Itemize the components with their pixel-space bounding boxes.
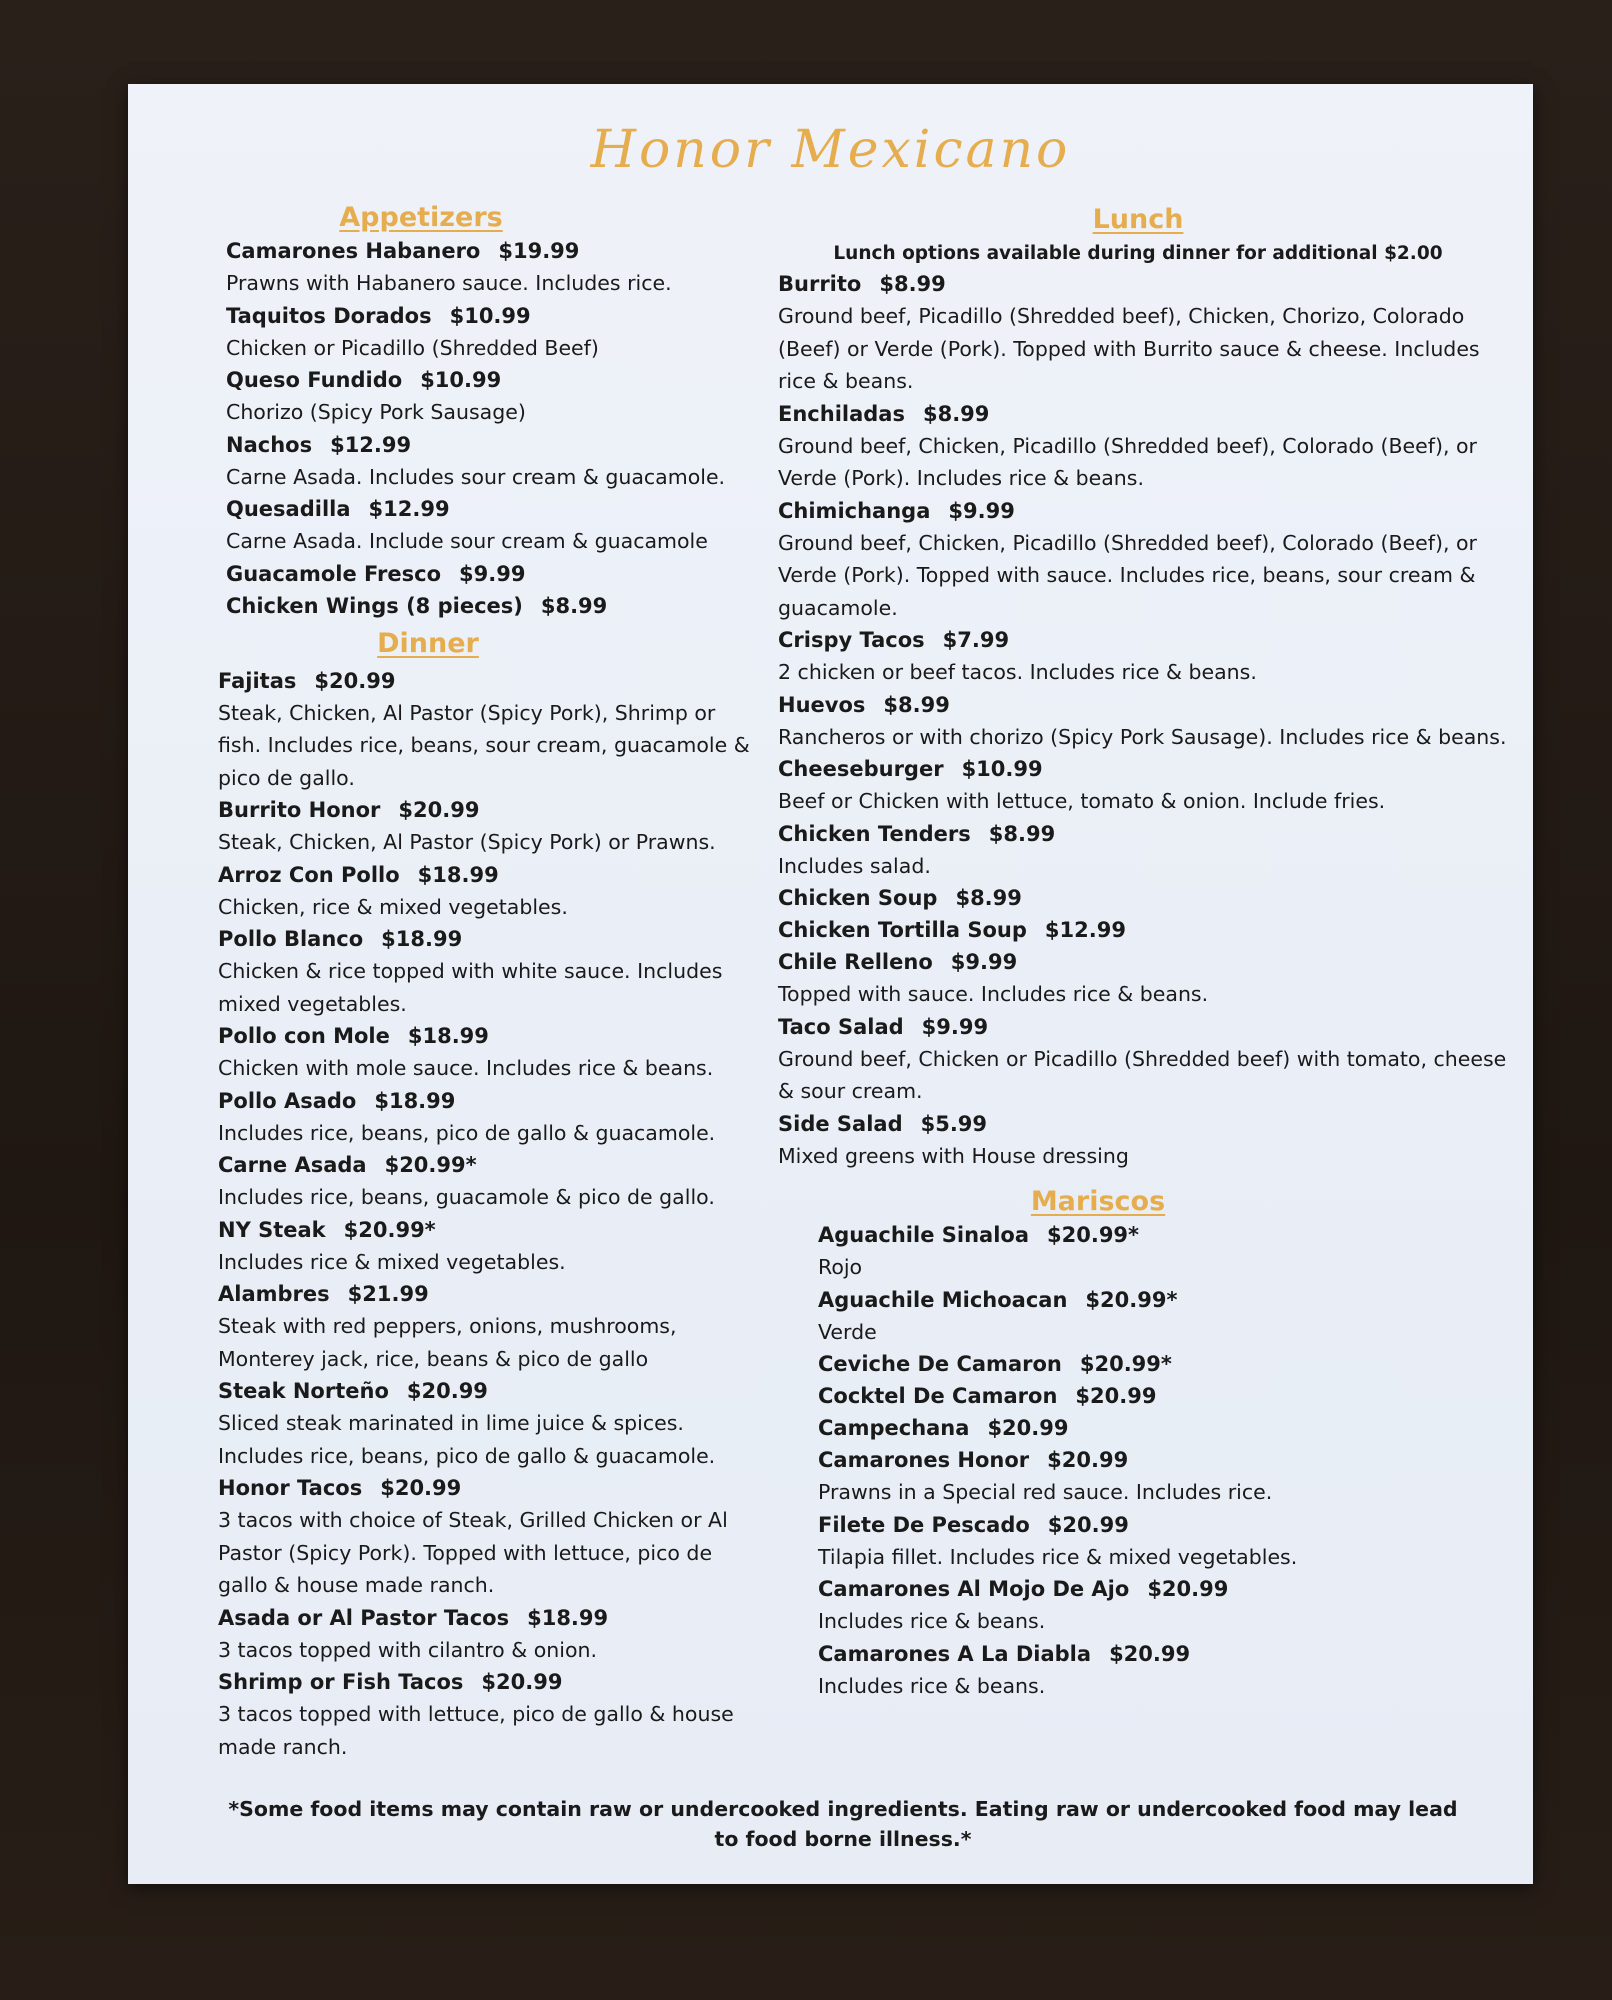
menu-item-name: Chicken Tenders	[778, 821, 971, 846]
menu-item-heading	[818, 1638, 1518, 1670]
menu-item-description: Chorizo (Spicy Pork Sausage)	[226, 400, 526, 424]
menu-item-name: Cocktel De Camaron	[818, 1384, 1058, 1408]
menu-item-name: Huevos	[778, 692, 866, 717]
menu-item-price: $9.99	[950, 950, 1018, 974]
menu-item	[218, 665, 758, 795]
menu-item-description: Chicken & rice topped with white sauce. Includes mixed vegetables.	[218, 959, 723, 1016]
menu-item-price: $20.99*	[343, 1217, 436, 1242]
menu-item	[218, 1666, 758, 1763]
menu-item-heading	[778, 1108, 1518, 1140]
menu-item-price: $18.99	[417, 862, 499, 887]
menu-item-heading	[218, 1472, 758, 1504]
menu-item-heading	[818, 1412, 1518, 1444]
menu-item-description: Steak, Chicken, Al Pastor (Spicy Pork) or Prawns.	[218, 830, 716, 854]
menu-item	[218, 794, 758, 859]
menu-item-price: $10.99	[961, 757, 1043, 781]
menu-item-description: 2 chicken or beef tacos. Includes rice & beans.	[778, 660, 1257, 684]
menu-item-heading	[778, 946, 1518, 978]
menu-item-price: $20.99*	[1079, 1352, 1172, 1376]
menu-item-description: Ground beef, Chicken, Picadillo (Shredded beef), Colorado (Beef), or Verde (Pork). Includes rice & beans.	[778, 433, 1477, 490]
menu-item-price: $18.99	[527, 1605, 609, 1630]
menu-item-heading	[226, 590, 758, 622]
menu-item-description: Ground beef, Chicken, Picadillo (Shredded beef), Colorado (Beef), or Verde (Pork). Topped with sauce. Includes rice, beans, sour cream & guacamole.	[778, 530, 1477, 620]
menu-item-name: Filete De Pescado	[818, 1512, 1030, 1537]
menu-item-heading	[218, 1214, 758, 1246]
menu-item	[226, 429, 758, 494]
menu-item-name: Camarones A La Diabla	[818, 1641, 1092, 1666]
menu-item-description: Chicken with mole sauce. Includes rice & beans.	[218, 1056, 714, 1080]
menu-item-name: Pollo Asado	[218, 1088, 357, 1113]
menu-item-price: $5.99	[920, 1111, 988, 1136]
menu-item-name: Guacamole Fresco	[226, 561, 442, 586]
menu-item-name: Arroz Con Pollo	[218, 862, 400, 887]
menu-item-price: $10.99	[420, 368, 502, 392]
restaurant-title: Honor Mexicano	[590, 120, 1071, 180]
menu-item-heading	[778, 689, 1518, 721]
menu-item-name: NY Steak	[218, 1217, 326, 1242]
menu-item-price: $20.99	[406, 1379, 488, 1403]
mariscos-heading: Mariscos	[1030, 1186, 1166, 1217]
menu-item-price: $8.99	[879, 272, 946, 296]
menu-item-name: Quesadilla	[226, 497, 351, 521]
right-column	[778, 204, 1518, 1702]
menu-item-heading	[818, 1219, 1518, 1251]
mariscos-list	[818, 1219, 1518, 1702]
menu-item-name: Nachos	[226, 432, 313, 457]
menu-item-heading	[778, 624, 1518, 656]
menu-item-heading	[818, 1348, 1518, 1380]
menu-item-name: Chicken Tortilla Soup	[778, 918, 1027, 942]
menu-item	[818, 1573, 1518, 1638]
menu-item-description: Chicken or Picadillo (Shredded Beef)	[226, 335, 599, 360]
menu-item-description: Topped with sauce. Includes rice & beans.	[778, 982, 1209, 1006]
menu-item-heading	[218, 665, 758, 697]
menu-item	[778, 689, 1518, 754]
menu-item-name: Taco Salad	[778, 1014, 904, 1039]
menu-item	[218, 1085, 758, 1150]
menu-item-heading	[218, 1375, 758, 1407]
menu-item	[218, 1214, 758, 1279]
menu-item-price: $19.99	[498, 239, 580, 263]
menu-item-name: Chicken Wings (8 pieces)	[226, 593, 523, 618]
menu-item	[818, 1412, 1518, 1444]
menu-item-price: $8.99	[883, 692, 950, 717]
menu-item-heading	[778, 398, 1518, 430]
lunch-list	[778, 268, 1518, 1172]
mariscos-section	[778, 1186, 1518, 1702]
menu-item-heading	[218, 1278, 758, 1310]
menu-item-description: Beef or Chicken with lettuce, tomato & onion. Include fries.	[778, 789, 1386, 813]
menu-item-name: Fajitas	[218, 668, 297, 693]
menu-item-heading	[818, 1509, 1518, 1541]
menu-item-price: $8.99	[540, 593, 608, 618]
menu-item-heading	[778, 268, 1518, 300]
menu-item-heading	[218, 1085, 758, 1117]
menu-item-description: Ground beef, Chicken or Picadillo (Shredded beef) with tomato, cheese & sour cream.	[778, 1046, 1507, 1103]
menu-item-description: 3 tacos topped with lettuce, pico de gallo & house made ranch.	[218, 1702, 734, 1759]
menu-item-name: Side Salad	[778, 1111, 903, 1136]
menu-item-description: Steak with red peppers, onions, mushrooms, Monterey jack, rice, beans & pico de gallo	[218, 1314, 677, 1371]
menu-item-description: Includes salad.	[778, 853, 931, 878]
menu-item-name: Campechana	[818, 1416, 970, 1440]
menu-item	[218, 1602, 758, 1667]
menu-item	[226, 493, 758, 558]
menu-item-description: Rancheros or with chorizo (Spicy Pork Sausage). Includes rice & beans.	[778, 724, 1507, 749]
menu-item-name: Burrito	[778, 272, 862, 296]
menu-item	[218, 1020, 758, 1085]
menu-item-heading	[218, 1602, 758, 1634]
menu-item-price: $20.99	[481, 1670, 563, 1694]
menu-item-name: Taquitos Dorados	[226, 303, 432, 328]
menu-item-description: Includes rice & beans.	[818, 1673, 1046, 1698]
menu-item-description: Tilapia fillet. Includes rice & mixed vegetables.	[818, 1544, 1298, 1569]
menu-item-price: $20.99*	[1085, 1287, 1178, 1312]
menu-item-price: $9.99	[459, 561, 526, 586]
menu-item-price: $20.99	[1075, 1384, 1157, 1408]
menu-item	[218, 1149, 758, 1214]
menu-item	[818, 1219, 1518, 1284]
menu-item	[818, 1638, 1518, 1703]
menu-item-heading	[218, 1149, 758, 1181]
menu-item	[226, 300, 758, 365]
menu-item-name: Chile Relleno	[778, 950, 933, 974]
menu-item-description: Sliced steak marinated in lime juice & spices. Includes rice, beans, pico de gallo & guacamole.	[218, 1411, 716, 1468]
menu-item-price: $20.99*	[1047, 1223, 1140, 1247]
menu-item-heading	[218, 1666, 758, 1698]
menu-item-description: Ground beef, Picadillo (Shredded beef), Chicken, Chorizo, Colorado (Beef) or Verde (Pork). Topped with Burrito sauce & cheese. Includes rice & beans.	[778, 304, 1480, 393]
menu-item-description: Prawns in a Special red sauce. Includes rice.	[818, 1480, 1273, 1504]
menu-item	[778, 1011, 1518, 1108]
menu-item-heading	[218, 1020, 758, 1052]
menu-item	[778, 914, 1518, 946]
menu-item-name: Chimichanga	[778, 498, 931, 523]
menu-item-description: Includes rice & mixed vegetables.	[218, 1249, 566, 1274]
menu-item-price: $20.99	[1109, 1641, 1191, 1666]
menu-item-heading	[778, 753, 1518, 785]
menu-item-price: $9.99	[921, 1014, 989, 1039]
menu-item	[778, 624, 1518, 689]
menu-item-price: $12.99	[330, 432, 412, 457]
menu-item	[218, 859, 758, 924]
menu-item	[778, 818, 1518, 883]
menu-item-price: $12.99	[1044, 918, 1126, 942]
menu-item-description: Mixed greens with House dressing	[778, 1143, 1129, 1168]
menu-item-name: Crispy Tacos	[778, 628, 925, 652]
menu-item-price: $20.99	[1047, 1512, 1129, 1537]
menu-item	[818, 1348, 1518, 1380]
menu-item	[778, 882, 1518, 914]
menu-item-name: Asada or Al Pastor Tacos	[218, 1605, 510, 1630]
menu-item-price: $20.99	[314, 668, 396, 693]
menu-item	[778, 753, 1518, 818]
menu-item	[226, 590, 758, 622]
dinner-section	[218, 628, 758, 1764]
menu-item	[818, 1509, 1518, 1574]
menu-item-name: Pollo Blanco	[218, 927, 364, 951]
appetizers-section	[218, 202, 758, 622]
menu-item-name: Camarones Honor	[818, 1448, 1030, 1472]
menu-item-name: Honor Tacos	[218, 1476, 363, 1500]
menu-item	[818, 1380, 1518, 1412]
menu-item-description: Includes rice, beans, guacamole & pico de gallo.	[218, 1185, 715, 1209]
menu-item-name: Aguachile Sinaloa	[818, 1223, 1029, 1247]
menu-item-price: $20.99	[987, 1416, 1069, 1440]
menu-item	[778, 268, 1518, 398]
menu-item-description: 3 tacos topped with cilantro & onion.	[218, 1637, 597, 1662]
menu-item-heading	[226, 235, 758, 267]
menu-item	[218, 923, 758, 1020]
menu-item-heading	[226, 493, 758, 525]
menu-item-price: $8.99	[922, 401, 990, 426]
menu-item-heading	[218, 859, 758, 891]
menu-item	[818, 1284, 1518, 1349]
menu-item-name: Burrito Honor	[218, 798, 381, 822]
menu-item	[778, 398, 1518, 495]
menu-item-name: Pollo con Mole	[218, 1024, 390, 1048]
menu-item-description: 3 tacos with choice of Steak, Grilled Chicken or Al Pastor (Spicy Pork). Topped with lettuce, pico de gallo & house made ranch.	[218, 1508, 728, 1597]
lunch-heading: Lunch	[1092, 204, 1184, 235]
menu-item-name: Alambres	[218, 1282, 330, 1306]
menu-item-name: Camarones Al Mojo De Ajo	[818, 1577, 1130, 1601]
menu-item-price: $20.99	[1147, 1577, 1229, 1601]
menu-item-description: Includes rice, beans, pico de gallo & guacamole.	[218, 1120, 716, 1145]
menu-item	[778, 1108, 1518, 1173]
menu-item-heading	[818, 1573, 1518, 1605]
menu-item-heading	[778, 818, 1518, 850]
menu-item-heading	[818, 1444, 1518, 1476]
menu-sheet	[128, 84, 1533, 1884]
menu-item-heading	[226, 364, 758, 396]
menu-item	[218, 1375, 758, 1472]
menu-item-heading	[818, 1380, 1518, 1412]
menu-item-heading	[778, 914, 1518, 946]
menu-item-price: $20.99	[1047, 1448, 1129, 1472]
appetizers-list	[226, 235, 758, 622]
menu-item-heading	[778, 882, 1518, 914]
lunch-note: Lunch options available during dinner for additional $2.00	[833, 243, 1443, 264]
dinner-list	[218, 665, 758, 1764]
menu-item-description: Steak, Chicken, Al Pastor (Spicy Pork), Shrimp or fish. Includes rice, beans, sour cream, guacamole & pico de gallo.	[218, 700, 750, 790]
appetizers-heading: Appetizers	[339, 202, 503, 233]
left-column	[218, 202, 758, 1763]
lunch-section	[778, 204, 1518, 1172]
menu-item-name: Chicken Soup	[778, 886, 938, 910]
menu-item	[778, 946, 1518, 1011]
menu-item-heading	[218, 794, 758, 826]
menu-item-description: Prawns with Habanero sauce. Includes rice.	[226, 271, 672, 295]
menu-item	[818, 1444, 1518, 1509]
menu-item-price: $18.99	[374, 1088, 456, 1113]
menu-item-price: $10.99	[449, 303, 531, 328]
menu-item-name: Shrimp or Fish Tacos	[218, 1670, 464, 1694]
menu-item-name: Steak Norteño	[218, 1379, 389, 1403]
menu-item-description: Includes rice & beans.	[818, 1609, 1046, 1633]
menu-item-heading	[218, 923, 758, 955]
menu-item-heading	[226, 558, 758, 590]
menu-item-heading	[226, 300, 758, 332]
menu-item-price: $12.99	[368, 497, 450, 521]
menu-item-description: Verde	[818, 1319, 877, 1344]
menu-item-name: Enchiladas	[778, 401, 905, 426]
menu-item-name: Carne Asada	[218, 1153, 367, 1177]
menu-item-name: Ceviche De Camaron	[818, 1352, 1062, 1376]
menu-item-price: $7.99	[942, 628, 1010, 652]
menu-item-name: Camarones Habanero	[226, 239, 481, 263]
menu-item-description: Rojo	[818, 1255, 863, 1279]
menu-item-heading	[778, 495, 1518, 527]
menu-item-name: Cheeseburger	[778, 757, 944, 781]
menu-item	[218, 1278, 758, 1375]
menu-item-price: $18.99	[381, 927, 463, 951]
menu-item-price: $18.99	[407, 1024, 489, 1048]
menu-item-heading	[226, 429, 758, 461]
menu-item-name: Aguachile Michoacan	[818, 1287, 1068, 1312]
dinner-heading: Dinner	[377, 627, 479, 659]
menu-item-price: $20.99	[380, 1476, 462, 1500]
menu-item-price: $21.99	[347, 1282, 429, 1306]
menu-item-heading	[778, 1011, 1518, 1043]
menu-item-description: Chicken, rice & mixed vegetables.	[218, 894, 568, 919]
menu-item-price: $8.99	[988, 821, 1056, 846]
menu-item-price: $20.99*	[384, 1153, 477, 1177]
menu-item-price: $9.99	[948, 498, 1015, 523]
menu-item	[226, 364, 758, 429]
menu-item-description: Carne Asada. Includes sour cream & guacamole.	[226, 464, 726, 489]
menu-item	[226, 235, 758, 300]
food-safety-disclaimer: *Some food items may contain raw or undercooked ingredients. Eating raw or undercooked food may lead to food borne illness.*	[228, 1797, 1458, 1851]
menu-item-price: $20.99	[398, 798, 480, 822]
menu-item	[218, 1472, 758, 1602]
menu-item	[226, 558, 758, 590]
menu-item	[778, 495, 1518, 625]
menu-item-description: Carne Asada. Include sour cream & guacamole	[226, 529, 708, 553]
menu-item-name: Queso Fundido	[226, 368, 403, 392]
menu-item-heading	[818, 1284, 1518, 1316]
menu-item-price: $8.99	[955, 886, 1022, 910]
